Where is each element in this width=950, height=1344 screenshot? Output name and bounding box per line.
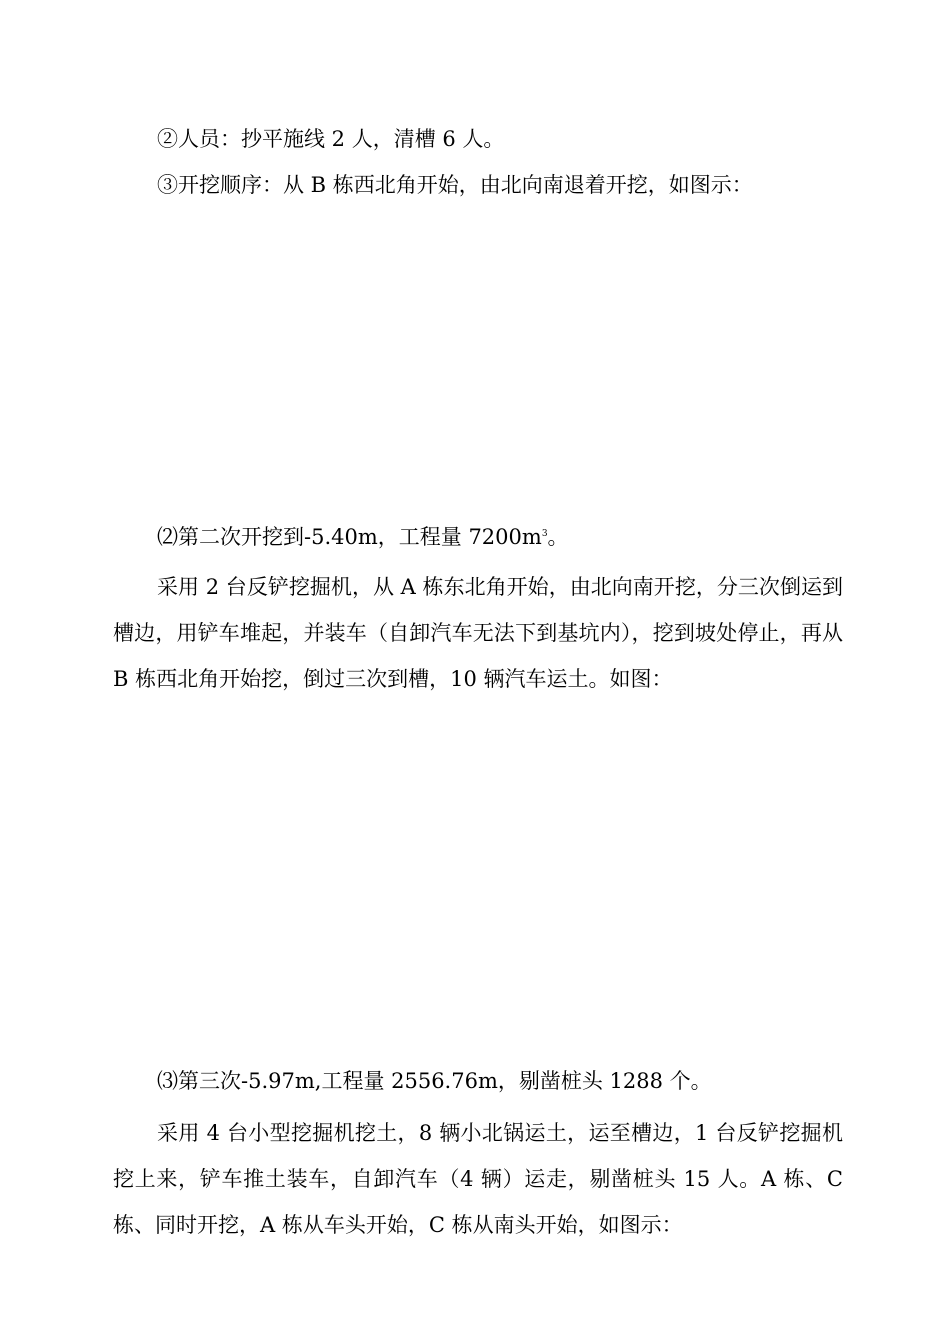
paragraph-second-excavation [113,514,843,560]
second-excavation-text: ⑵第二次开挖到-5.40m，工程量 7200m [157,525,542,549]
paragraph-third-excavation-method: 采用 4 台小型挖掘机挖土，8 辆小北锅运土，运至槽边，1 台反铲挖掘机挖上来，铲车推土装车，自卸汽车（4 辆）运走，剔凿桩头 15 人。A 栋、C 栋、同时开挖，A 栋从车头开始，C 栋从南头开始，如图示： [113,1121,843,1237]
second-excavation-end: 。 [547,525,569,549]
cubic-superscript: 3 [541,529,548,539]
paragraph-personnel: ②人员：抄平施线 2 人，清槽 6 人。 [157,127,505,151]
paragraph-excavation-order: ③开挖顺序：从 B 栋西北角开始，由北向南退着开挖，如图示： [157,173,753,197]
paragraph-second-excavation-method: 采用 2 台反铲挖掘机，从 A 栋东北角开始，由北向南开挖，分三次倒运到槽边，用铲车堆起，并装车（自卸汽车无法下到基坑内），挖到坡处停止，再从 B 栋西北角开始挖，倒过三次到槽，10 辆汽车运土。如图： [113,575,843,691]
paragraph-third-excavation: ⑶第三次-5.97m,工程量 2556.76m，剔凿桩头 1288 个。 [157,1069,712,1093]
